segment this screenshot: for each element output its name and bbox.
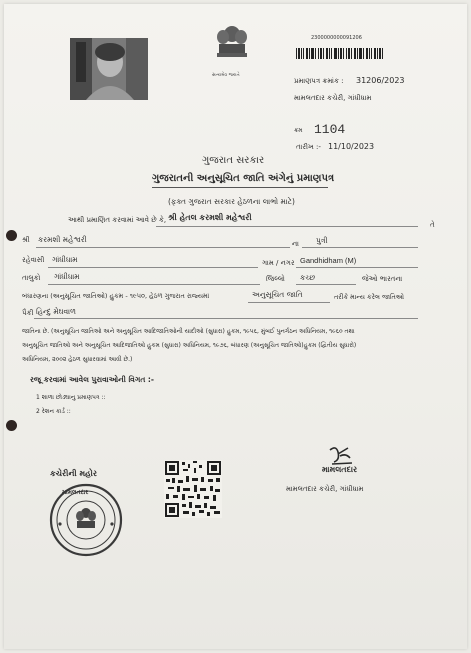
- residence-value: ગાંધીધામ: [52, 255, 78, 264]
- taluka-underline: [48, 284, 260, 285]
- caste-prefix: પૈકી: [22, 309, 34, 317]
- caste-underline: [34, 318, 418, 319]
- legal-paragraph-line2: અનુસૂચિત જાતિઓ અને અનુસૂચિત આદિજાતિઓ હુકમ (સુધારા) અધિનિયમ, ૧૯૭૬, બંધારણ (અનુસૂચિત જાતિઓ)હુકમ (દ્વિતીય સુધારો): [22, 342, 357, 349]
- parent-name-underline: [36, 247, 290, 248]
- village-label: ગામ / નગર: [262, 259, 295, 267]
- barcode: [296, 44, 384, 55]
- caste-category: અનુસૂચિત જાતિ: [252, 290, 303, 299]
- village-value: Gandhidham (M): [300, 256, 357, 265]
- relation-underline: [302, 247, 418, 248]
- government-heading: ગુજરાત સરકાર: [202, 155, 265, 166]
- caste-category-underline: [248, 302, 330, 303]
- evidence-item-1: 1 શાળા છોડ્યાનુ પ્રમાણપત્ર ::: [36, 394, 106, 401]
- evidence-heading: રજૂ કરવામાં આવેલ પુરાવાઓની વિગત :-: [30, 375, 155, 384]
- relation-label: ના: [292, 240, 299, 248]
- punch-hole-top: [6, 230, 17, 241]
- emblem-caption: સત્યમેવ જયતે: [212, 73, 240, 78]
- relation-value: પુત્રી: [316, 236, 328, 245]
- certificate-number-label: પ્રમાણપત્ર ક્રમાંક :: [294, 77, 344, 85]
- certificate-title: ગુજરાતની અનુસૂચિત જાતિ અંગેનું પ્રમાણપત્ર: [152, 173, 335, 184]
- qr-code: [164, 460, 222, 518]
- state-suffix: જેઓ ભારતના: [362, 275, 403, 283]
- punch-hole-bottom: [6, 420, 17, 431]
- evidence-item-2: 2 રેશન કાર્ડ ::: [36, 408, 71, 415]
- certificate-number: 31206/2023: [356, 76, 405, 85]
- title-underline: [152, 187, 328, 188]
- district-label: જિલ્લો: [266, 275, 285, 283]
- village-underline: [296, 267, 418, 268]
- certificate-subtitle: (ફક્ત ગુજરાત સરકાર હેઠળના લાભો માટે): [168, 197, 295, 206]
- legal-paragraph-line1: જાતિના છે. (અનુસૂચિત જાતિઓ અને અનુસૂચિત આદિજાતિઓની યાદીઓ (સુધારા) હુકમ, ૧૯૫૬, મુંબઈ પુનર્ગઠન અધિનિયમ, ૧૯૬૦ તથા: [22, 328, 355, 335]
- seal-ring-text: મામલતદાર: [62, 489, 89, 496]
- intro-text: આથી પ્રમાણિત કરવામાં આવે છે કે,: [68, 216, 167, 224]
- issuing-office-header: મામલતદાર કચેરી, ગાંધીધામ: [294, 94, 372, 102]
- signatory-title: મામલતદાર: [322, 465, 358, 474]
- record-number: 1104: [314, 122, 346, 137]
- order-text: બંધારણના (અનુસૂચિત જાતિઓ) હુકમ - ૧૯૫૦, હેઠળ ગુજરાત રાજ્યમાં: [22, 292, 210, 300]
- suffix-te: તે: [430, 221, 435, 229]
- residence-label: રહેવાસી: [22, 256, 45, 264]
- caste-value: હિન્દુ મેઘવાળ: [36, 307, 76, 316]
- holder-name-underline: [156, 226, 418, 227]
- district-value: કચ્છ: [300, 273, 316, 282]
- record-number-label: ક્રમ: [294, 127, 303, 134]
- district-underline: [296, 284, 356, 285]
- holder-photo: [70, 38, 148, 100]
- officer-signature: [326, 444, 356, 466]
- office-seal-caption: કચેરીની મહોર: [50, 469, 97, 478]
- barcode-number: 2300000000091206: [311, 35, 362, 41]
- shri-label: શ્રી: [22, 236, 30, 244]
- taluka-value: ગાંધીધામ: [54, 272, 80, 281]
- signatory-office: મામલતદાર કચેરી, ગાંધીધામ: [286, 485, 364, 493]
- holder-name: શ્રી હેતલ કરમશી મહેશ્વરી: [168, 213, 252, 222]
- parent-name: કરમશી મહેશ્વરી: [38, 235, 87, 244]
- date-label: તારીખ :-: [296, 143, 321, 151]
- recognized-text: તરીકે માન્ય કરેલ જાતિઓ: [334, 293, 405, 301]
- certificate-sheet: [4, 4, 467, 649]
- national-emblem: [210, 24, 254, 70]
- legal-paragraph-line3: અધિનિયમ, ૨૦૦૨ હેઠળ સુધારવામાં આવી છે.): [22, 356, 133, 363]
- issue-date: 11/10/2023: [328, 142, 375, 151]
- taluka-label: તાલુકો: [22, 274, 41, 282]
- residence-underline: [48, 267, 258, 268]
